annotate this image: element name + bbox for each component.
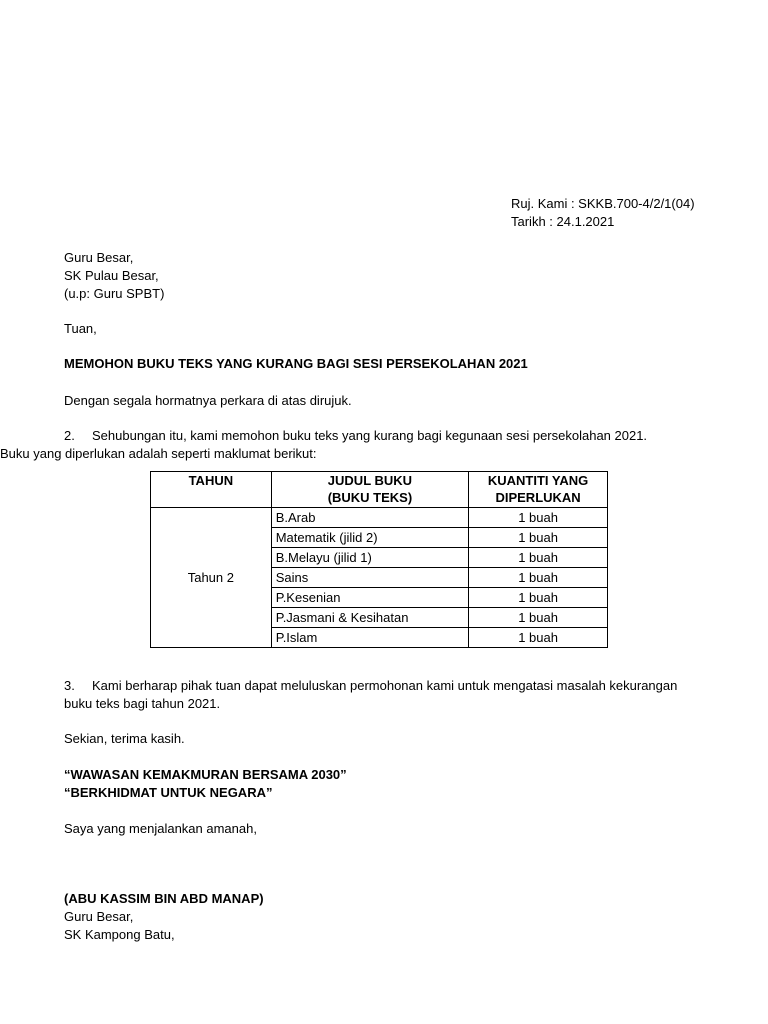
- paragraph-2-line-1: Sehubungan itu, kami memohon buku teks yang kurang bagi kegunaan sesi persekolahan 2021.: [92, 428, 648, 443]
- slogan-wawasan: “WAWASAN KEMAKMURAN BERSAMA 2030”: [64, 767, 347, 782]
- signer-school: SK Kampong Batu,: [64, 927, 175, 942]
- slogan-berkhidmat: “BERKHIDMAT UNTUK NEGARA”: [64, 785, 273, 800]
- recipient-title: Guru Besar,: [64, 250, 134, 265]
- header-judul-buku: JUDUL BUKU (BUKU TEKS): [271, 472, 468, 508]
- book-title-cell: Matematik (jilid 2): [271, 528, 468, 548]
- paragraph-1: Dengan segala hormatnya perkara di atas dirujuk.: [64, 393, 352, 408]
- salutation: Tuan,: [64, 321, 97, 336]
- signer-title: Guru Besar,: [64, 909, 134, 924]
- quantity-cell: 1 buah: [469, 568, 608, 588]
- recipient-attention: (u.p: Guru SPBT): [64, 286, 165, 301]
- table-row: [151, 508, 608, 528]
- header-tahun: TAHUN: [151, 472, 272, 508]
- quantity-cell: 1 buah: [469, 588, 608, 608]
- quantity-cell: 1 buah: [469, 608, 608, 628]
- reference-number: Ruj. Kami : SKKB.700-4/2/1(04): [511, 196, 695, 211]
- quantity-cell: 1 buah: [469, 628, 608, 648]
- header-kuantiti: KUANTITI YANG DIPERLUKAN: [469, 472, 608, 508]
- recipient-school: SK Pulau Besar,: [64, 268, 159, 283]
- signer-name: (ABU KASSIM BIN ABD MANAP): [64, 891, 264, 906]
- paragraph-3-line-2: buku teks bagi tahun 2021.: [64, 696, 221, 711]
- paragraph-2-line-2: Buku yang diperlukan adalah seperti maklumat berikut:: [0, 446, 317, 461]
- book-request-table: [150, 471, 608, 648]
- book-title-cell: B.Melayu (jilid 1): [271, 548, 468, 568]
- book-title-cell: P.Islam: [271, 628, 468, 648]
- closing-line: Sekian, terima kasih.: [64, 731, 185, 746]
- signoff-line: Saya yang menjalankan amanah,: [64, 821, 257, 836]
- quantity-cell: 1 buah: [469, 528, 608, 548]
- book-title-cell: B.Arab: [271, 508, 468, 528]
- year-cell: Tahun 2: [151, 508, 272, 648]
- letter-date: Tarikh : 24.1.2021: [511, 214, 615, 229]
- letter-subject: MEMOHON BUKU TEKS YANG KURANG BAGI SESI PERSEKOLAHAN 2021: [64, 356, 528, 371]
- quantity-cell: 1 buah: [469, 548, 608, 568]
- book-title-cell: P.Kesenian: [271, 588, 468, 608]
- quantity-cell: 1 buah: [469, 508, 608, 528]
- book-title-cell: Sains: [271, 568, 468, 588]
- book-title-cell: P.Jasmani & Kesihatan: [271, 608, 468, 628]
- paragraph-3-number: 3.: [64, 678, 75, 693]
- paragraph-2-number: 2.: [64, 428, 75, 443]
- table-header-row: [151, 472, 608, 508]
- paragraph-3-line-1: Kami berharap pihak tuan dapat meluluskan permohonan kami untuk mengatasi masalah kekurangan: [92, 678, 678, 693]
